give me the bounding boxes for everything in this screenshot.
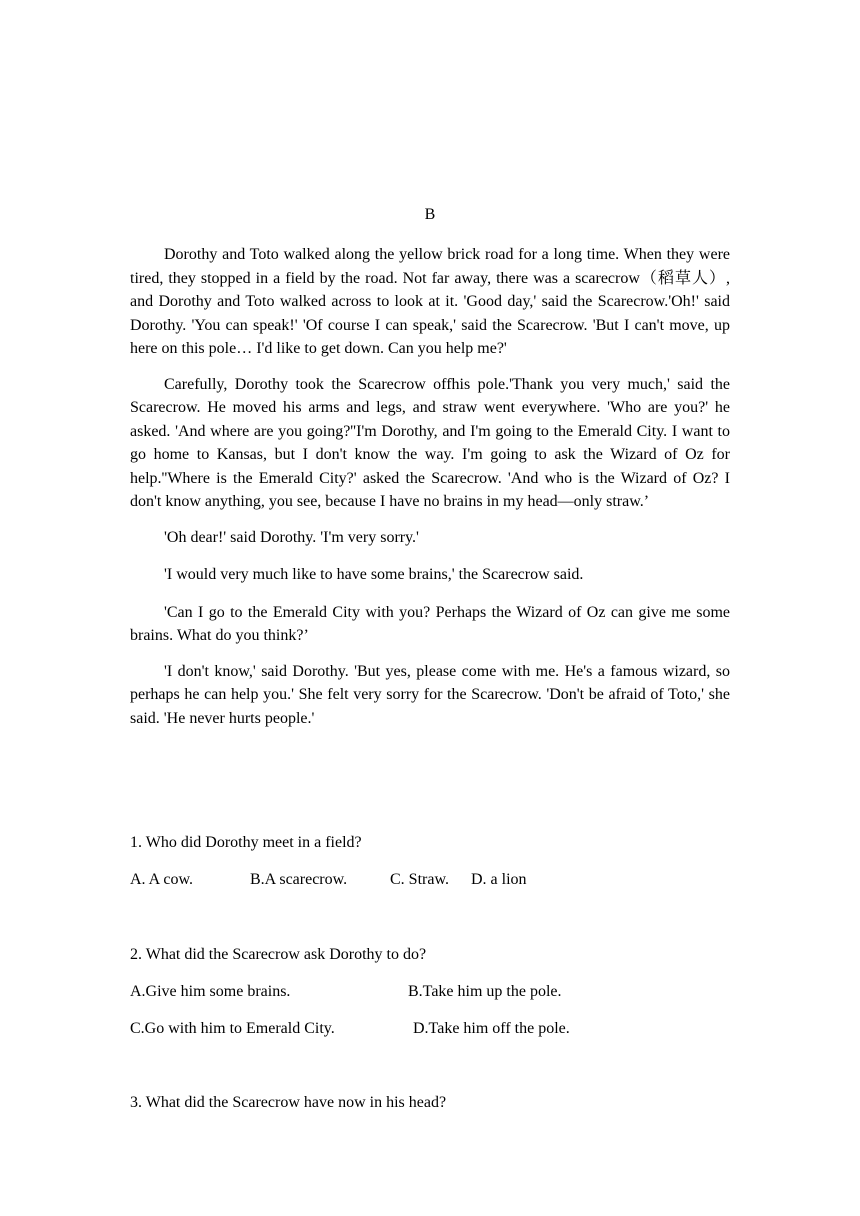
option-a: A. A cow. — [130, 871, 193, 888]
question-3: 3. What did the Scarecrow have now in his head? — [130, 1094, 447, 1111]
option-c: C. Straw. — [390, 871, 449, 888]
passage-paragraph-3: 'Oh dear!' said Dorothy. 'I'm very sorry.' — [164, 528, 419, 546]
spacer — [130, 1040, 730, 1092]
option-a: A.Give him some brains. — [130, 983, 291, 1000]
passage-paragraph-1: Dorothy and Toto walked along the yellow brick road for a long time. When they were tired, they stopped in a field by the road. Not far away, there was a scarecrow（稻草人）, and Dorothy and Toto walked across to look at it. 'Good day,' said the Scarecrow.'Oh!' said Dorothy. 'You can speak!' 'Of course I can speak,' said the Scarecrow. 'But I can't move, up here on this pole… I'd like to get down. Can you help me?' — [130, 246, 730, 357]
question-list — [130, 832, 730, 1114]
question-2-options-row-2 — [130, 1018, 730, 1040]
question-2: 2. What did the Scarecrow ask Dorothy to do? — [130, 946, 427, 963]
question-1: 1. Who did Dorothy meet in a field? — [130, 834, 362, 851]
option-d: D. a lion — [471, 871, 527, 888]
passage-paragraph-5: 'Can I go to the Emerald City with you? Perhaps the Wizard of Oz can give me some brains. What do you think?’ — [130, 603, 730, 644]
option-c: C.Go with him to Emerald City. — [130, 1020, 335, 1037]
section-heading: B — [424, 206, 436, 223]
option-b: B.A scarecrow. — [250, 871, 348, 888]
passage-paragraph-4: 'I would very much like to have some brains,' the Scarecrow said. — [164, 566, 584, 583]
question-2-options-row-1 — [130, 981, 730, 1003]
passage-paragraph-2: Carefully, Dorothy took the Scarecrow offhis pole.'Thank you very much,' said the Scarecrow. He moved his arms and legs, and straw went everywhere. 'Who are you?' he asked. 'And where are you going?''I'm Dorothy, and I'm going to the Emerald City. I want to go home to Kansas, but I don't know the way. I'm going to ask the Wizard of Oz for help.''Where is the Emerald City?' asked the Scarecrow. 'And who is the Wizard of Oz? I don't know anything, you see, because I have no brains in my head—only straw.’ — [130, 375, 730, 510]
question-1-options — [130, 869, 730, 891]
option-d: D.Take him off the pole. — [413, 1020, 570, 1037]
reading-passage — [130, 243, 730, 742]
option-b: B.Take him up the pole. — [408, 983, 562, 1000]
passage-paragraph-6: 'I don't know,' said Dorothy. 'But yes, please come with me. He's a famous wizard, so perhaps he can help you.' She felt very sorry for the Scarecrow. 'Don't be afraid of Toto,' she said. 'He never hurts people.' — [130, 662, 730, 727]
spacer — [130, 891, 730, 944]
